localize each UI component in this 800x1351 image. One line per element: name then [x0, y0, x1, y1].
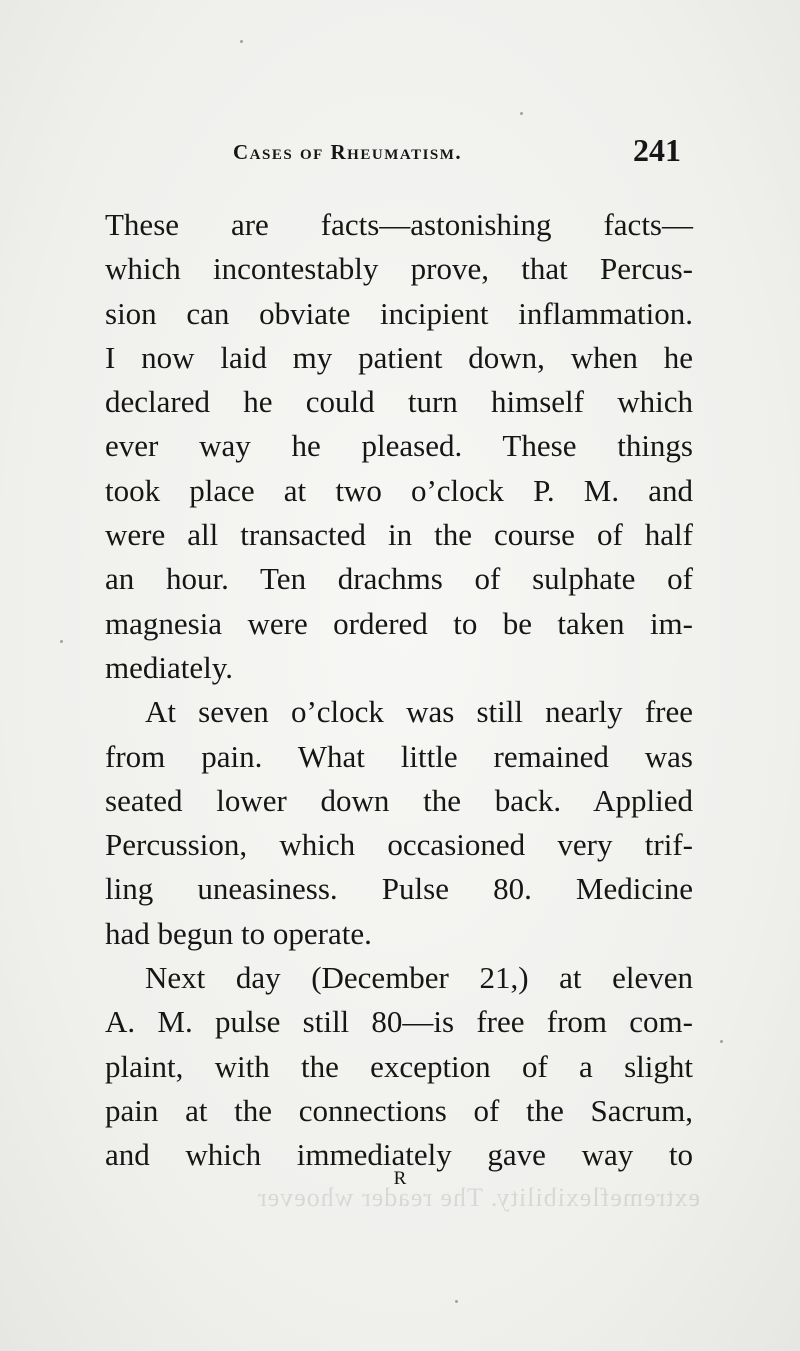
text-line: were all transacted in the course of half [105, 517, 693, 553]
text-line: ever way he pleased. These things [105, 428, 693, 464]
text-line: magnesia were ordered to be taken im- [105, 605, 693, 641]
text-line: from pain. What little remained was [105, 738, 693, 774]
running-title: Cases of Rheumatism. [233, 140, 463, 164]
page-header [105, 128, 685, 178]
text-line: A. M. pulse still 80—is free from com- [105, 1004, 693, 1040]
page-number: 241 [633, 132, 681, 168]
text-line: Next day (December 21,) at eleven [145, 960, 693, 996]
text-line: pain at the connections of the Sacrum, [105, 1092, 693, 1128]
paper-speck [240, 40, 243, 43]
paper-speck [720, 1040, 723, 1043]
text-line: took place at two o’clock P. M. and [105, 472, 693, 508]
body-text [105, 203, 693, 1178]
text-line: At seven o’clock was still nearly free [145, 694, 693, 730]
paper-speck [60, 640, 63, 643]
signature-mark: R [393, 1168, 407, 1189]
text-line: and which immediately gave way to [105, 1137, 693, 1173]
text-line: an hour. Ten drachms of sulphate of [105, 561, 693, 597]
show-through-text: extremeflexibility. The reader whoever [257, 1183, 700, 1212]
text-line: mediately. [105, 649, 233, 685]
text-line: I now laid my patient down, when he [105, 339, 693, 375]
text-line: which incontestably prove, that Percus- [105, 251, 693, 287]
text-line: ling uneasiness. Pulse 80. Medicine [105, 871, 693, 907]
text-line: Percussion, which occasioned very trif- [105, 827, 693, 863]
text-line: had begun to operate. [105, 915, 372, 951]
text-line: These are facts—astonishing facts— [105, 207, 693, 242]
paper-speck [520, 112, 523, 115]
text-line: plaint, with the exception of a slight [105, 1048, 693, 1084]
paper-speck [455, 1300, 458, 1303]
text-line: sion can obviate incipient inflammation. [105, 295, 693, 331]
text-line: seated lower down the back. Applied [105, 782, 693, 818]
text-line: declared he could turn himself which [105, 384, 693, 420]
